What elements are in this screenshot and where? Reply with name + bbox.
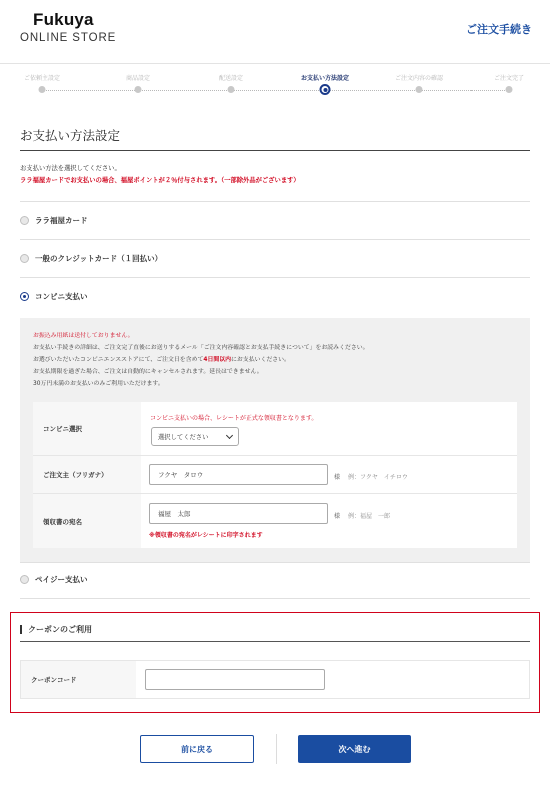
step-dot-4-current [320, 84, 331, 95]
kana-example: 例：フクヤ イチロウ [348, 474, 408, 481]
store-select-label: コンビニ選択 [33, 402, 141, 455]
receipt-honorific: 様 [334, 513, 341, 520]
store-select[interactable] [151, 427, 239, 446]
intro-text [20, 163, 300, 187]
checkout-steps [0, 70, 550, 100]
payment-option-credit[interactable] [20, 253, 162, 264]
step-dot-2 [135, 86, 142, 93]
receipt-name-value: 福屋 太郎 [158, 510, 191, 518]
store-hint: コンビニ支払いの場合、レシートが正式な領収書となります。 [150, 415, 318, 422]
intro-line: お支払い方法を選択してください。 [20, 165, 121, 172]
note-text: にお支払いください。 [231, 357, 290, 363]
step-label-4: お支払い方法設定 [300, 75, 350, 82]
divider [20, 562, 530, 563]
payment-option-label: コンビニ支払い [35, 292, 88, 301]
radio-credit[interactable] [20, 254, 29, 263]
logo-main[interactable]: Fukuya [33, 10, 94, 29]
step-label-6: ご注文完了 [493, 75, 525, 82]
convenience-panel [20, 318, 530, 562]
receipt-example: 例：福屋 一郎 [348, 513, 391, 520]
page-title: お支払い方法設定 [20, 128, 121, 143]
payment-option-label: ペイジー支払い [35, 575, 88, 584]
receipt-name-input[interactable] [149, 503, 328, 524]
back-button[interactable]: 前に戻る [140, 735, 254, 763]
chevron-down-icon [226, 432, 233, 439]
step-dot-1 [39, 86, 46, 93]
convenience-notes [33, 330, 369, 390]
receipt-name-label: 領収書の宛名 [33, 494, 141, 548]
header-divider [0, 63, 550, 64]
note-line: お振込み用紙は送付しておりません。 [33, 333, 134, 339]
table-row [33, 494, 517, 548]
steps-dotted-line [46, 90, 471, 91]
step-dot-6 [506, 86, 513, 93]
button-divider [276, 734, 277, 764]
divider [20, 277, 530, 278]
receipt-hint: ※領収書の宛名がレシートに印字されます [149, 532, 263, 539]
kana-name-value: フクヤ タロウ [158, 471, 204, 479]
payment-option-label: ララ福屋カード [35, 216, 88, 225]
coupon-table [20, 660, 530, 699]
divider [20, 598, 530, 599]
convenience-form-table [33, 402, 517, 548]
next-button[interactable]: 次へ進む [298, 735, 411, 763]
radio-payeasy[interactable] [20, 575, 29, 584]
coupon-title-underline [20, 641, 530, 642]
radio-lala[interactable] [20, 216, 29, 225]
kana-name-input[interactable] [149, 464, 328, 485]
kana-honorific: 様 [334, 474, 341, 481]
note-line: お支払期限を過ぎた場合、ご注文は自動的にキャンセルされます。延長はできません。 [33, 369, 263, 375]
step-dot-3 [228, 86, 235, 93]
note-line: お支払い手続きの詳細は、ご注文完了直後にお送りするメール「ご注文内容確認とお支払手続きについて」をお読みください。 [33, 345, 369, 351]
table-row [33, 456, 517, 493]
kana-name-label: ご注文主（フリガナ） [33, 456, 141, 493]
divider [20, 239, 530, 240]
step-label-2: 商品設定 [125, 75, 151, 82]
table-row [33, 402, 517, 455]
title-underline [20, 150, 530, 151]
intro-red-note: ララ福屋カードでお支払いの場合、福屋ポイントが２％付与されます。（一部除外品がございます） [20, 177, 300, 184]
step-label-1: ご依頼主設定 [23, 75, 61, 82]
coupon-code-label: クーポンコード [21, 661, 136, 698]
payment-option-payeasy[interactable] [20, 574, 88, 585]
coupon-section-title [20, 624, 92, 635]
payment-option-label: 一般のクレジットカード（１回払い） [35, 254, 163, 263]
note-text: お選びいただいたコンビニエンスストアにて、ご注文日を含めて [33, 357, 204, 363]
note-line: 30万円未満のお支払いのみご利用いただけます。 [33, 381, 164, 387]
payment-option-convenience[interactable] [20, 291, 88, 302]
page-header-title: ご注文手続き [466, 23, 532, 36]
store-select-value: 選択してください [158, 434, 209, 441]
coupon-code-input[interactable] [145, 669, 325, 690]
payment-option-lala[interactable] [20, 215, 88, 226]
step-label-5: ご注文内容の確認 [394, 75, 444, 82]
title-bar [20, 625, 22, 634]
logo-sub: ONLINE STORE [20, 32, 117, 44]
step-dot-5 [416, 86, 423, 93]
radio-convenience[interactable] [20, 292, 29, 301]
divider [20, 201, 530, 202]
note-line [33, 354, 369, 366]
note-bold: 4日間以内 [203, 357, 232, 363]
step-label-3: 配送設定 [218, 75, 244, 82]
coupon-title-text: クーポンのご利用 [28, 625, 92, 634]
